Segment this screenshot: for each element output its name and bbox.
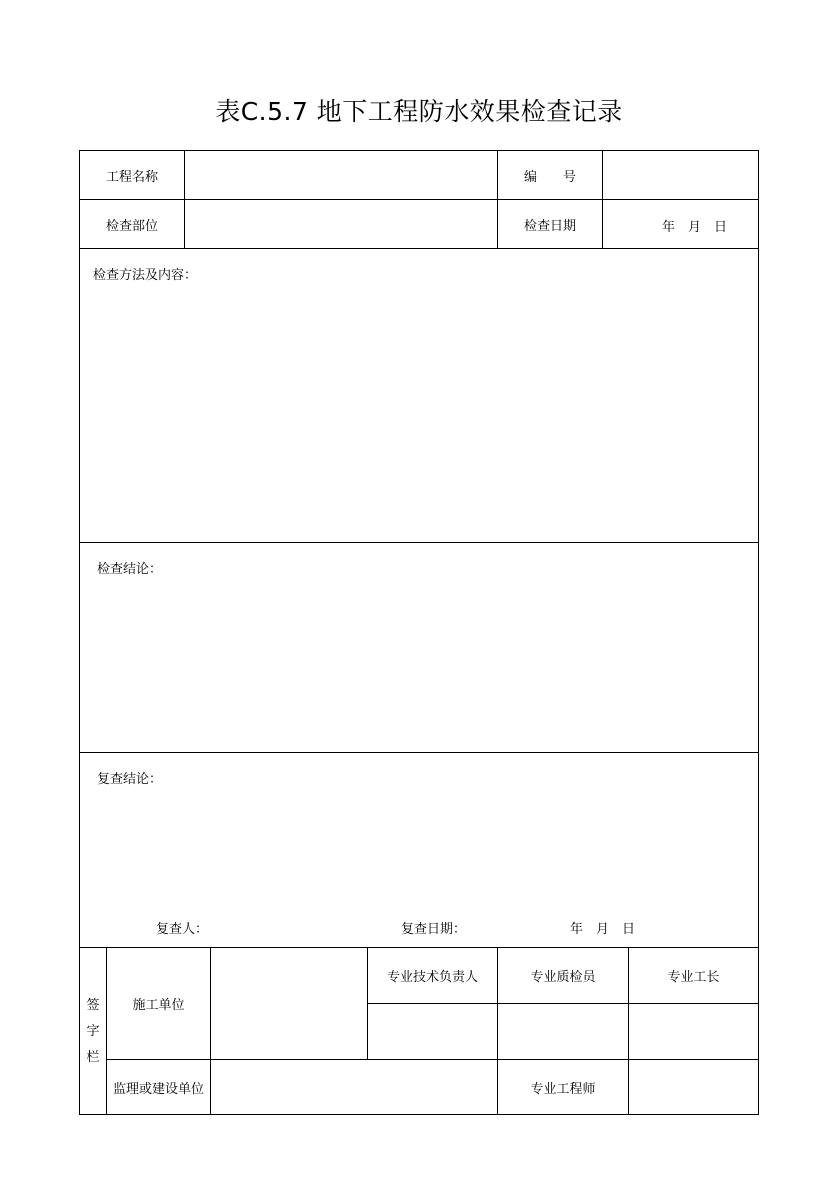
- recheck-conclusion-label: 复查结论：: [97, 772, 163, 787]
- signature-column-char-2: 字: [86, 1024, 100, 1039]
- foreman-label: 专业工长: [667, 970, 720, 985]
- method-content-area[interactable]: [80, 288, 758, 540]
- tech-lead-signature-field[interactable]: [368, 1004, 497, 1059]
- conclusion-area[interactable]: [80, 582, 758, 750]
- method-content-label: 检查方法及内容：: [93, 268, 198, 283]
- table-row-divider: [79, 752, 759, 753]
- qc-inspector-signature-field[interactable]: [498, 1004, 628, 1059]
- engineer-signature-field[interactable]: [629, 1060, 758, 1114]
- tech-lead-label: 专业技术负责人: [386, 970, 478, 985]
- number-label: 编 号: [523, 169, 576, 185]
- table-border-right: [758, 150, 759, 1115]
- number-field[interactable]: [603, 151, 758, 199]
- table-border-bottom: [79, 1114, 759, 1115]
- foreman-signature-field[interactable]: [629, 1004, 758, 1059]
- recheck-area[interactable]: [80, 792, 758, 902]
- recheck-date-label: 复查日期：: [401, 922, 467, 937]
- inspection-date-field[interactable]: 年 月 日: [662, 220, 728, 235]
- supervisor-signature-field[interactable]: [211, 1060, 497, 1114]
- rechecker-label: 复查人：: [156, 922, 209, 937]
- supervisor-label: 监理或建设单位: [112, 1081, 204, 1097]
- recheck-date-value[interactable]: 年 月 日: [570, 922, 636, 937]
- contractor-label: 施工单位: [132, 998, 185, 1013]
- project-name-label: 工程名称: [105, 169, 158, 185]
- engineer-label: 专业工程师: [530, 1081, 596, 1097]
- conclusion-label: 检查结论：: [97, 562, 163, 577]
- qc-inspector-label: 专业质检员: [530, 970, 596, 985]
- contractor-signature-field[interactable]: [211, 948, 367, 1059]
- inspection-part-label: 检查部位: [105, 218, 158, 234]
- project-name-field[interactable]: [185, 151, 497, 199]
- signature-column-char-1: 签: [86, 998, 100, 1013]
- inspection-part-field[interactable]: [185, 200, 497, 248]
- page-title: 表C.5.7 地下工程防水效果检查记录: [215, 97, 623, 126]
- signature-column-char-3: 栏: [86, 1050, 100, 1065]
- table-row-divider: [79, 542, 759, 543]
- table-row-divider: [79, 248, 759, 249]
- inspection-date-label: 检查日期: [523, 218, 576, 234]
